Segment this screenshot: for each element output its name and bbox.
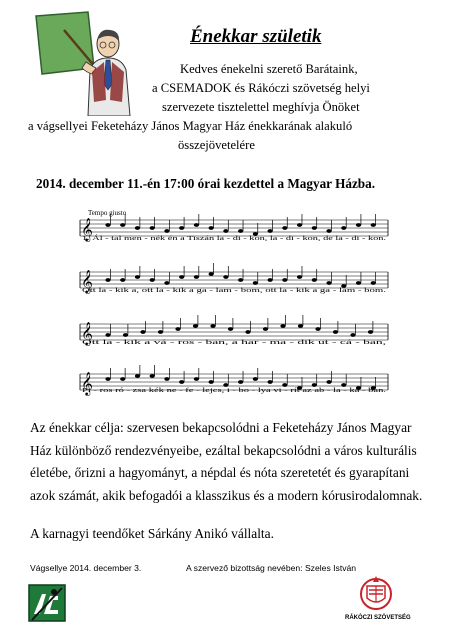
sheet-music	[74, 206, 394, 406]
music-note	[333, 330, 338, 334]
music-note	[140, 330, 145, 334]
footer-place-date: Vágsellye 2014. december 3.	[30, 563, 142, 573]
music-note	[194, 377, 199, 381]
music-note	[194, 275, 199, 279]
music-note	[223, 229, 228, 233]
footer-committee: A szervező bizottság nevében: Szeles István	[186, 563, 357, 573]
music-note	[164, 281, 169, 285]
music-note	[193, 324, 198, 328]
music-note	[298, 324, 303, 328]
music-note	[209, 226, 214, 230]
music-note	[356, 281, 361, 285]
music-note	[150, 374, 155, 378]
music-staff	[80, 315, 388, 346]
music-note	[210, 324, 215, 328]
music-note	[150, 226, 155, 230]
music-note	[135, 374, 140, 378]
music-note	[253, 377, 258, 381]
lyric-line: 1. Ál - tal men - nék én a Tiszán la - di - kon, la - di - kon, de la - di - kon.	[82, 235, 271, 242]
music-note	[179, 275, 184, 279]
music-note	[209, 380, 214, 384]
music-note	[105, 333, 110, 337]
music-note	[238, 278, 243, 282]
music-note	[341, 226, 346, 230]
music-note	[179, 226, 184, 230]
music-note	[164, 377, 169, 381]
music-note	[326, 229, 331, 233]
treble-clef-icon: 𝄞	[81, 321, 93, 345]
music-note	[120, 278, 125, 282]
music-note	[297, 275, 302, 279]
music-note	[223, 275, 228, 279]
music-staff	[80, 263, 388, 294]
music-note	[326, 380, 331, 384]
music-note	[282, 278, 287, 282]
music-note	[150, 278, 155, 282]
conductor-illustration-icon	[34, 10, 132, 116]
music-note	[253, 281, 258, 285]
music-note	[356, 223, 361, 227]
lyric-line: Pi - ros ró - zsa kék ne - fe - lejcs, i - bo - lya vi - rít az ab - la - ka - ban.	[82, 387, 387, 394]
purpose-paragraph: Az énekkar célja: szervesen bekapcsolódni a Feketeházy János Magyar Ház különböző rendezvényeibe, ezáltal bekapcsolódni a város kulturális életébe, őrizni a hagyományt, a népdal és nóta szeretetét és gyarapítani azok számát, akik befogadói a klasszikus és a modern kórusirodalomnak.	[30, 420, 423, 503]
music-note	[245, 330, 250, 334]
music-note	[268, 229, 273, 233]
music-note	[312, 278, 317, 282]
music-note	[228, 327, 233, 331]
music-note	[123, 333, 128, 337]
music-note	[280, 324, 285, 328]
music-note	[268, 380, 273, 384]
conductor-line: A karnagyi teendőket Sárkány Anikó vállalta.	[30, 526, 274, 541]
csemadok-logo-icon	[28, 584, 66, 622]
music-note	[120, 377, 125, 381]
music-note	[297, 223, 302, 227]
music-note	[135, 226, 140, 230]
music-note	[238, 380, 243, 384]
tempo-marking: Tempo giusto	[88, 209, 127, 217]
page-title: Énekkar születik	[190, 26, 322, 47]
music-note	[268, 278, 273, 282]
music-note	[350, 333, 355, 337]
intro-line-1: Kedves énekelni szerető Barátaink,	[180, 62, 358, 76]
music-note	[120, 223, 125, 227]
treble-clef-icon: 𝄞	[81, 217, 93, 241]
music-note	[135, 275, 140, 279]
music-staff	[80, 365, 388, 396]
treble-clef-icon: 𝄞	[81, 371, 93, 395]
intro-line-4: a vágsellyei Feketeházy János Magyar Ház énekkarának alakuló	[28, 119, 353, 133]
music-note	[371, 223, 376, 227]
music-note	[326, 281, 331, 285]
music-note	[209, 272, 214, 276]
music-note	[263, 327, 268, 331]
music-note	[164, 229, 169, 233]
event-date-line: 2014. december 11.-én 17:00 órai kezdettel a Magyar Házba.	[36, 176, 376, 191]
intro-line-3: szervezete tisztelettel meghívja Önöket	[162, 100, 360, 114]
music-note	[238, 229, 243, 233]
music-note	[282, 226, 287, 230]
music-note	[105, 278, 110, 282]
lyric-line: Ott la - kik a, ott la - kik a ga - lam - bom, ott la - kik a ga - lam - bom.	[82, 287, 387, 294]
rakoczi-logo-caption: RÁKÓCZI SZÖVETSÉG	[345, 615, 411, 621]
treble-clef-icon: 𝄞	[81, 269, 93, 293]
music-staff	[80, 214, 388, 242]
music-note	[175, 327, 180, 331]
music-note	[105, 377, 110, 381]
rakoczi-szovetseg-logo-icon	[358, 572, 394, 612]
music-note	[158, 330, 163, 334]
music-note	[368, 330, 373, 334]
lyric-line: Ott la - kik a vá - ros - ban, a har - ma - dik ut - cá - ban,	[82, 339, 387, 346]
music-note	[312, 226, 317, 230]
music-note	[371, 281, 376, 285]
music-note	[179, 380, 184, 384]
intro-line-2: a CSEMADOK és Rákóczi szövetség helyi	[152, 81, 370, 95]
intro-line-5: összejövetelére	[178, 138, 255, 152]
music-note	[105, 223, 110, 227]
music-note	[194, 223, 199, 227]
music-note	[315, 327, 320, 331]
